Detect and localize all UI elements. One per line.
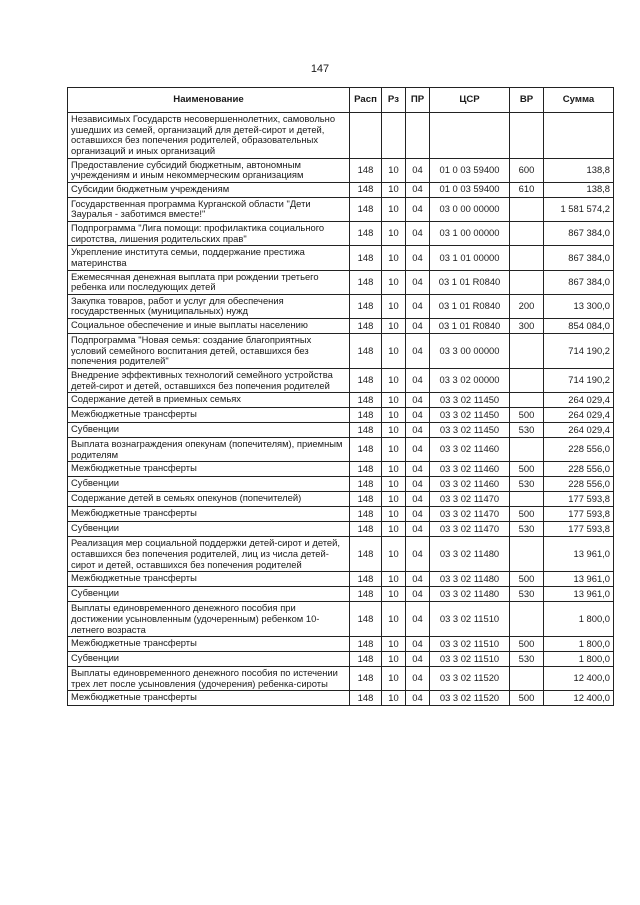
cell-rasp: 148 [350, 408, 382, 423]
cell-pr: 04 [406, 667, 430, 691]
cell-rz: 10 [382, 438, 406, 462]
cell-sum [544, 113, 614, 159]
table-row [68, 246, 614, 270]
cell-name: Субвенции [68, 423, 350, 438]
cell-pr: 04 [406, 408, 430, 423]
cell-pr: 04 [406, 587, 430, 602]
cell-rz: 10 [382, 507, 406, 522]
table-row [68, 537, 614, 572]
cell-rasp: 148 [350, 294, 382, 318]
cell-sum: 13 961,0 [544, 572, 614, 587]
cell-name: Выплаты единовременного денежного пособия при достижении усыновленным (удочеренным) ребенком 10-летнего возраста [68, 602, 350, 637]
cell-vr: 610 [510, 182, 544, 197]
cell-rz: 10 [382, 492, 406, 507]
cell-rz: 10 [382, 667, 406, 691]
cell-rz: 10 [382, 393, 406, 408]
table-row [68, 477, 614, 492]
cell-sum: 13 300,0 [544, 294, 614, 318]
cell-vr [510, 113, 544, 159]
cell-rasp: 148 [350, 652, 382, 667]
header-rz: Рз [382, 88, 406, 113]
cell-csr: 03 3 02 11450 [430, 423, 510, 438]
cell-pr: 04 [406, 294, 430, 318]
cell-name: Закупка товаров, работ и услуг для обеспечения государственных (муниципальных) нужд [68, 294, 350, 318]
cell-name: Содержание детей в приемных семьях [68, 393, 350, 408]
table-row [68, 294, 614, 318]
cell-name: Социальное обеспечение и иные выплаты населению [68, 319, 350, 334]
cell-vr [510, 393, 544, 408]
cell-sum: 264 029,4 [544, 393, 614, 408]
cell-pr: 04 [406, 477, 430, 492]
cell-name: Субвенции [68, 477, 350, 492]
cell-rz: 10 [382, 462, 406, 477]
cell-rz: 10 [382, 319, 406, 334]
table-header-row [68, 88, 614, 113]
cell-name: Реализация мер социальной поддержки детей-сирот и детей, оставшихся без попечения родителей, лиц из числа детей-сирот и детей, оставшихся без попечения родителей [68, 537, 350, 572]
table-row [68, 319, 614, 334]
table-row [68, 182, 614, 197]
cell-rz: 10 [382, 477, 406, 492]
cell-vr [510, 438, 544, 462]
cell-rz: 10 [382, 637, 406, 652]
cell-sum: 867 384,0 [544, 246, 614, 270]
cell-sum: 228 556,0 [544, 438, 614, 462]
cell-rz: 10 [382, 652, 406, 667]
cell-sum: 1 581 574,2 [544, 197, 614, 221]
table-row [68, 667, 614, 691]
table-row [68, 691, 614, 706]
cell-sum: 264 029,4 [544, 423, 614, 438]
cell-csr: 03 1 01 R0840 [430, 270, 510, 294]
cell-rz [382, 113, 406, 159]
cell-rz: 10 [382, 334, 406, 369]
header-csr: ЦСР [430, 88, 510, 113]
cell-sum: 1 800,0 [544, 652, 614, 667]
cell-vr: 500 [510, 691, 544, 706]
cell-vr: 530 [510, 522, 544, 537]
cell-rasp: 148 [350, 158, 382, 182]
cell-pr: 04 [406, 691, 430, 706]
cell-rz: 10 [382, 294, 406, 318]
cell-pr: 04 [406, 182, 430, 197]
cell-rasp: 148 [350, 334, 382, 369]
cell-sum: 867 384,0 [544, 270, 614, 294]
cell-sum: 867 384,0 [544, 222, 614, 246]
cell-name: Государственная программа Курганской области "Дети Зауралья - заботимся вместе!" [68, 197, 350, 221]
cell-rz: 10 [382, 537, 406, 572]
cell-csr: 03 3 02 11480 [430, 587, 510, 602]
cell-vr [510, 537, 544, 572]
cell-vr: 200 [510, 294, 544, 318]
cell-rz: 10 [382, 246, 406, 270]
cell-vr: 530 [510, 652, 544, 667]
cell-rz: 10 [382, 602, 406, 637]
cell-rasp: 148 [350, 522, 382, 537]
cell-rasp: 148 [350, 423, 382, 438]
cell-name: Ежемесячная денежная выплата при рождении третьего ребенка или последующих детей [68, 270, 350, 294]
cell-pr: 04 [406, 246, 430, 270]
table-row [68, 222, 614, 246]
cell-rz: 10 [382, 270, 406, 294]
cell-sum: 13 961,0 [544, 587, 614, 602]
cell-name: Межбюджетные трансферты [68, 507, 350, 522]
cell-name: Содержание детей в семьях опекунов (попечителей) [68, 492, 350, 507]
cell-rasp: 148 [350, 197, 382, 221]
cell-name: Подпрограмма "Новая семья: создание благоприятных условий семейного воспитания детей, оставшихся без попечения родителей" [68, 334, 350, 369]
table-row [68, 334, 614, 369]
cell-name: Выплата вознаграждения опекунам (попечителям), приемным родителям [68, 438, 350, 462]
cell-rasp: 148 [350, 270, 382, 294]
table-row [68, 587, 614, 602]
cell-csr: 03 3 02 11470 [430, 522, 510, 537]
cell-pr: 04 [406, 507, 430, 522]
cell-rasp: 148 [350, 492, 382, 507]
cell-rz: 10 [382, 158, 406, 182]
cell-name: Выплаты единовременного денежного пособия по истечении трех лет после усыновления (удочерения) ребенка-сироты [68, 667, 350, 691]
cell-name: Межбюджетные трансферты [68, 462, 350, 477]
cell-sum: 854 084,0 [544, 319, 614, 334]
cell-vr: 500 [510, 462, 544, 477]
cell-rasp: 148 [350, 537, 382, 572]
cell-rz: 10 [382, 522, 406, 537]
cell-pr: 04 [406, 393, 430, 408]
cell-rasp: 148 [350, 602, 382, 637]
cell-name: Внедрение эффективных технологий семейного устройства детей-сирот и детей, оставшихся без попечения родителей [68, 368, 350, 392]
budget-table [67, 87, 614, 706]
cell-rz: 10 [382, 572, 406, 587]
table-row [68, 438, 614, 462]
cell-rasp: 148 [350, 182, 382, 197]
cell-sum: 177 593,8 [544, 522, 614, 537]
cell-csr: 03 3 02 11520 [430, 691, 510, 706]
cell-vr: 300 [510, 319, 544, 334]
cell-csr: 03 3 02 11450 [430, 393, 510, 408]
cell-sum: 1 800,0 [544, 602, 614, 637]
page-number: 147 [310, 63, 330, 75]
cell-sum: 1 800,0 [544, 637, 614, 652]
cell-csr: 01 0 03 59400 [430, 158, 510, 182]
cell-rz: 10 [382, 368, 406, 392]
cell-rasp: 148 [350, 246, 382, 270]
cell-rasp: 148 [350, 462, 382, 477]
cell-rasp: 148 [350, 319, 382, 334]
cell-vr: 530 [510, 423, 544, 438]
table-row [68, 507, 614, 522]
cell-csr [430, 113, 510, 159]
cell-name: Субвенции [68, 522, 350, 537]
cell-vr: 530 [510, 587, 544, 602]
cell-vr [510, 334, 544, 369]
cell-csr: 01 0 03 59400 [430, 182, 510, 197]
cell-pr: 04 [406, 602, 430, 637]
table-body [68, 113, 614, 706]
cell-sum: 228 556,0 [544, 462, 614, 477]
cell-vr [510, 368, 544, 392]
cell-pr: 04 [406, 197, 430, 221]
cell-name: Межбюджетные трансферты [68, 637, 350, 652]
cell-pr: 04 [406, 572, 430, 587]
cell-csr: 03 1 01 R0840 [430, 294, 510, 318]
cell-csr: 03 3 02 11470 [430, 492, 510, 507]
cell-name: Подпрограмма "Лига помощи: профилактика социального сиротства, лишения родительских прав" [68, 222, 350, 246]
cell-pr: 04 [406, 222, 430, 246]
cell-name: Предоставление субсидий бюджетным, автономным учреждениям и иным некоммерческим организациям [68, 158, 350, 182]
cell-sum: 177 593,8 [544, 507, 614, 522]
table-row [68, 637, 614, 652]
cell-csr: 03 3 00 00000 [430, 334, 510, 369]
cell-vr: 600 [510, 158, 544, 182]
table-row [68, 602, 614, 637]
table-row [68, 158, 614, 182]
cell-vr [510, 270, 544, 294]
cell-rasp: 148 [350, 587, 382, 602]
cell-sum: 177 593,8 [544, 492, 614, 507]
cell-rz: 10 [382, 423, 406, 438]
cell-rz: 10 [382, 197, 406, 221]
cell-rasp: 148 [350, 368, 382, 392]
cell-rz: 10 [382, 182, 406, 197]
table-row [68, 113, 614, 159]
cell-vr [510, 222, 544, 246]
cell-rasp: 148 [350, 691, 382, 706]
cell-rz: 10 [382, 408, 406, 423]
cell-sum: 138,8 [544, 158, 614, 182]
cell-name: Субвенции [68, 587, 350, 602]
cell-vr [510, 667, 544, 691]
cell-name: Независимых Государств несовершеннолетних, самовольно ушедших из семей, организаций для детей-сирот и детей, оставшихся без попечения родителей, образовательных организаций и иных организаций [68, 113, 350, 159]
cell-pr: 04 [406, 158, 430, 182]
cell-pr: 04 [406, 537, 430, 572]
cell-pr: 04 [406, 368, 430, 392]
cell-sum: 228 556,0 [544, 477, 614, 492]
cell-csr: 03 3 02 11510 [430, 652, 510, 667]
cell-csr: 03 3 02 11480 [430, 537, 510, 572]
table-row [68, 462, 614, 477]
table-row [68, 572, 614, 587]
cell-name: Межбюджетные трансферты [68, 408, 350, 423]
cell-sum: 13 961,0 [544, 537, 614, 572]
cell-csr: 03 3 02 11510 [430, 602, 510, 637]
cell-pr: 04 [406, 438, 430, 462]
cell-name: Субсидии бюджетным учреждениям [68, 182, 350, 197]
cell-sum: 138,8 [544, 182, 614, 197]
cell-vr [510, 602, 544, 637]
header-rasp: Расп [350, 88, 382, 113]
cell-sum: 714 190,2 [544, 368, 614, 392]
table-row [68, 423, 614, 438]
cell-pr: 04 [406, 522, 430, 537]
cell-pr: 04 [406, 270, 430, 294]
cell-rasp: 148 [350, 507, 382, 522]
cell-rasp: 148 [350, 393, 382, 408]
cell-vr: 500 [510, 507, 544, 522]
cell-pr: 04 [406, 492, 430, 507]
cell-vr [510, 197, 544, 221]
cell-csr: 03 1 01 R0840 [430, 319, 510, 334]
cell-vr [510, 492, 544, 507]
cell-vr: 500 [510, 408, 544, 423]
table-row [68, 492, 614, 507]
cell-csr: 03 3 02 11510 [430, 637, 510, 652]
cell-rz: 10 [382, 691, 406, 706]
cell-sum: 12 400,0 [544, 667, 614, 691]
cell-vr: 500 [510, 637, 544, 652]
header-sum: Сумма [544, 88, 614, 113]
cell-csr: 03 1 00 00000 [430, 222, 510, 246]
header-pr: ПР [406, 88, 430, 113]
cell-rasp: 148 [350, 477, 382, 492]
table-row [68, 270, 614, 294]
header-vr: ВР [510, 88, 544, 113]
cell-rz: 10 [382, 222, 406, 246]
cell-sum: 264 029,4 [544, 408, 614, 423]
cell-pr: 04 [406, 637, 430, 652]
cell-csr: 03 3 02 11450 [430, 408, 510, 423]
cell-name: Субвенции [68, 652, 350, 667]
cell-name: Межбюджетные трансферты [68, 691, 350, 706]
cell-name: Укрепление института семьи, поддержание престижа материнства [68, 246, 350, 270]
cell-sum: 714 190,2 [544, 334, 614, 369]
cell-rasp: 148 [350, 222, 382, 246]
table-row [68, 393, 614, 408]
table-row [68, 408, 614, 423]
cell-pr: 04 [406, 423, 430, 438]
cell-rasp [350, 113, 382, 159]
table-row [68, 652, 614, 667]
cell-pr [406, 113, 430, 159]
table-row [68, 368, 614, 392]
cell-rasp: 148 [350, 637, 382, 652]
cell-pr: 04 [406, 462, 430, 477]
cell-csr: 03 1 01 00000 [430, 246, 510, 270]
header-name: Наименование [68, 88, 350, 113]
cell-vr: 530 [510, 477, 544, 492]
cell-name: Межбюджетные трансферты [68, 572, 350, 587]
cell-vr: 500 [510, 572, 544, 587]
cell-csr: 03 3 02 11480 [430, 572, 510, 587]
cell-rasp: 148 [350, 572, 382, 587]
cell-csr: 03 3 02 11460 [430, 477, 510, 492]
cell-csr: 03 3 02 11460 [430, 438, 510, 462]
cell-rz: 10 [382, 587, 406, 602]
cell-pr: 04 [406, 334, 430, 369]
cell-csr: 03 3 02 11470 [430, 507, 510, 522]
cell-rasp: 148 [350, 438, 382, 462]
cell-pr: 04 [406, 319, 430, 334]
table-row [68, 197, 614, 221]
cell-vr [510, 246, 544, 270]
cell-csr: 03 3 02 00000 [430, 368, 510, 392]
cell-sum: 12 400,0 [544, 691, 614, 706]
cell-rasp: 148 [350, 667, 382, 691]
cell-pr: 04 [406, 652, 430, 667]
cell-csr: 03 3 02 11520 [430, 667, 510, 691]
cell-csr: 03 3 02 11460 [430, 462, 510, 477]
cell-csr: 03 0 00 00000 [430, 197, 510, 221]
table-row [68, 522, 614, 537]
